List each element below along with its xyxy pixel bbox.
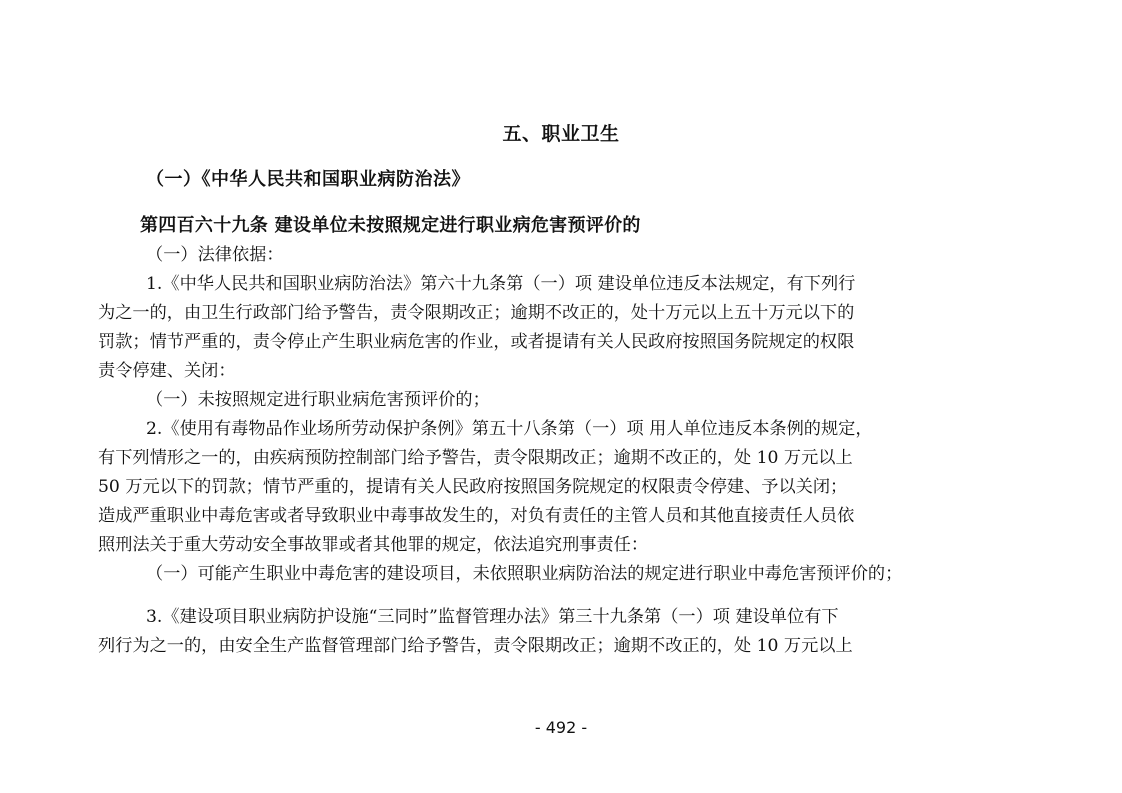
paragraph-line: 2.《使用有毒物品作业场所劳动保护条例》第五十八条第（一）项 用人单位违反本条例的规定， [146,419,873,439]
paragraph-line: 罚款；情节严重的，责令停止产生职业病危害的作业，或者提请有关人民政府按照国务院规定的权限 [98,332,855,352]
paragraph-line: 列行为之一的，由安全生产监督管理部门给予警告，责令限期改正；逾期不改正的，处 10 万元以上 [98,636,853,656]
law-title: （一）《中华人民共和国职业病防治法》 [146,169,470,190]
article-title: 第四百六十九条 建设单位未按照规定进行职业病危害预评价的 [140,215,641,236]
page-number: - 492 - [534,718,588,737]
paragraph-line: 有下列情形之一的，由疾病预防控制部门给予警告，责令限期改正；逾期不改正的，处 10 万元以上 [98,448,853,468]
article-body [98,241,1026,661]
paragraph-line: 责令停建、关闭： [98,361,236,381]
paragraph-line: （一）法律依据： [146,245,284,265]
paragraph-line: 造成严重职业中毒危害或者导致职业中毒事故发生的，对负有责任的主管人员和其他直接责任人员依 [98,506,855,526]
paragraph-line: 照刑法关于重大劳动安全事故罪或者其他罪的规定，依法追究刑事责任： [98,535,649,555]
paragraph-line: 50 万元以下的罚款；情节严重的，提请有关人民政府按照国务院规定的权限责令停建、予以关闭； [98,477,848,497]
paragraph-line: （一）可能产生职业中毒危害的建设项目，未依照职业病防治法的规定进行职业中毒危害预评价的； [146,564,903,584]
paragraph-gap [98,589,1026,603]
paragraph-line: （一）未按照规定进行职业病危害预评价的； [146,390,490,410]
paragraph-line: 为之一的，由卫生行政部门给予警告，责令限期改正；逾期不改正的，处十万元以上五十万元以下的 [98,303,855,323]
paragraph-line: 1.《中华人民共和国职业病防治法》第六十九条第（一）项 建设单位违反本法规定，有下列行 [146,274,856,294]
paragraph-line: 3.《建设项目职业病防护设施“三同时”监督管理办法》第三十九条第（一）项 建设单位有下 [146,607,839,627]
section-title: 五、职业卫生 [502,123,620,145]
